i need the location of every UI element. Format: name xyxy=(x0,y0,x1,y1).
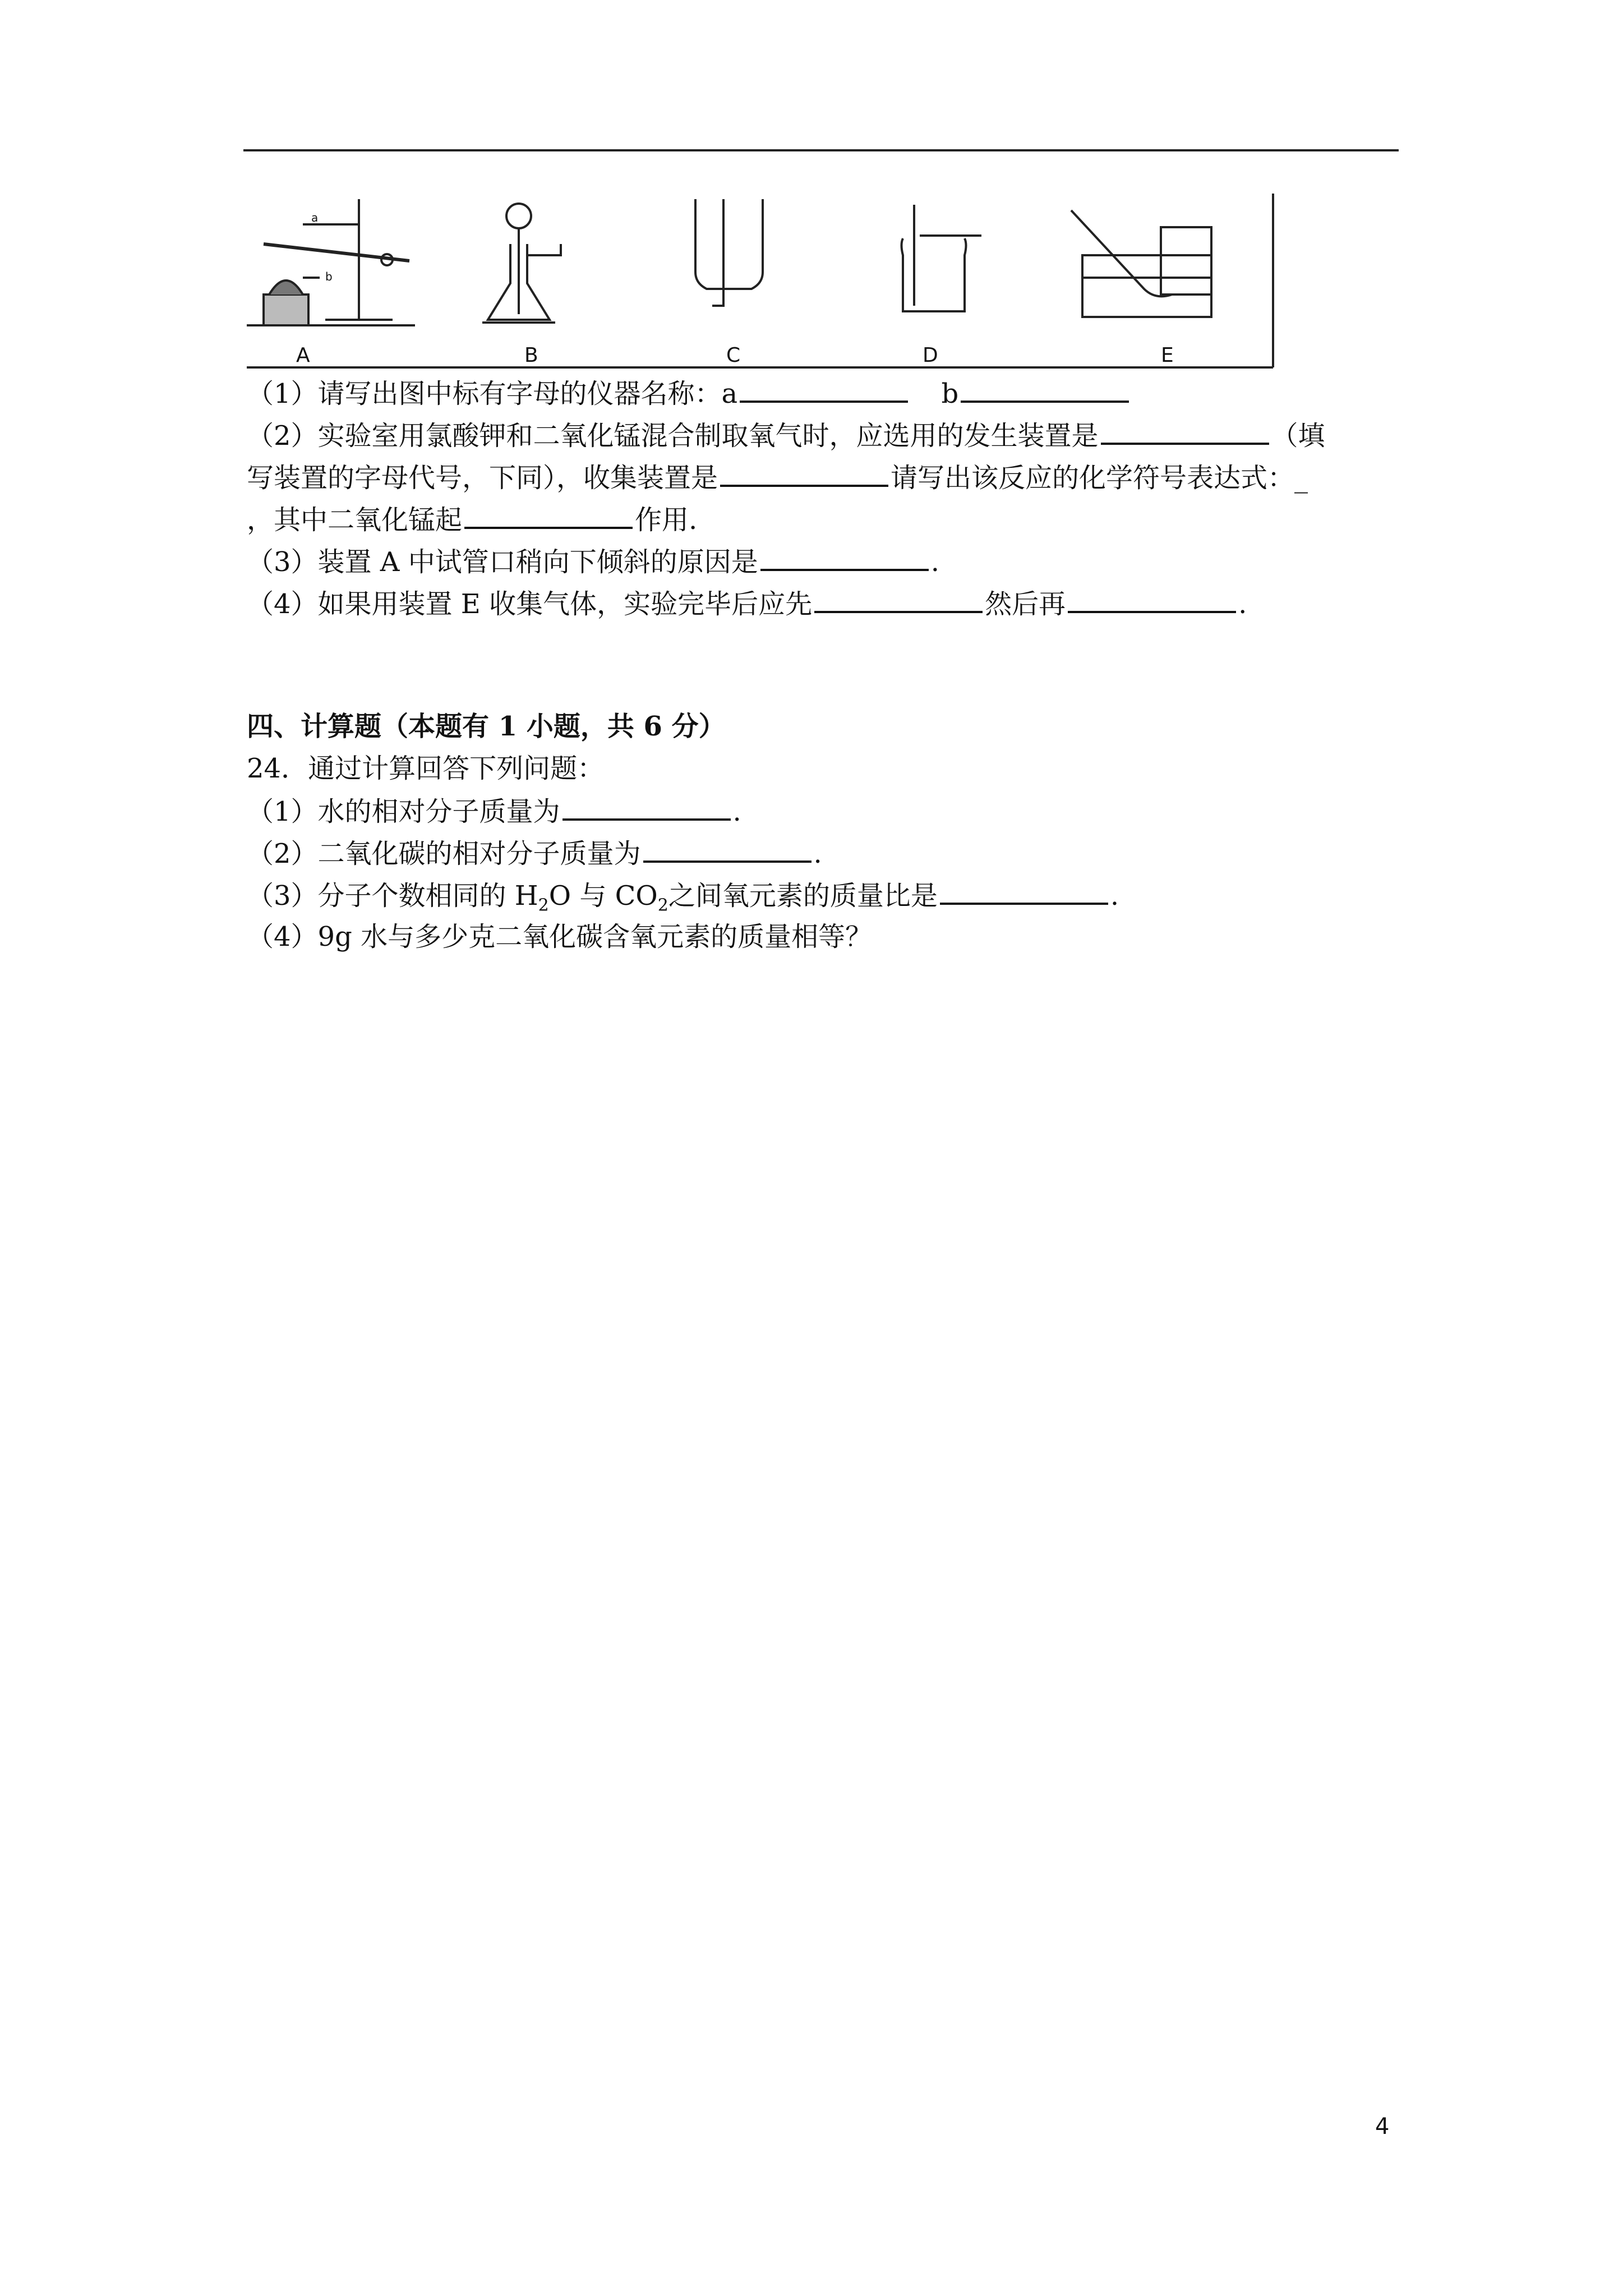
answer-blank[interactable] xyxy=(1101,418,1269,445)
figure-label-e: E xyxy=(1161,344,1174,367)
q23-part2-after: （填 xyxy=(1271,420,1325,452)
q24-part3-pre: （3）分子个数相同的 H xyxy=(247,880,538,912)
q23-part4-mid: 然后再 xyxy=(985,588,1066,620)
figure-label-c: C xyxy=(726,344,741,367)
instrument-mark-a: a xyxy=(311,211,319,224)
answer-blank[interactable] xyxy=(464,502,633,529)
q23-part4 xyxy=(247,586,1247,621)
page-number: 4 xyxy=(1375,2114,1390,2139)
answer-blank[interactable] xyxy=(643,836,811,863)
q23-part2-cont xyxy=(247,460,1308,495)
q24-part4: （4）9g 水与多少克二氧化碳含氧元素的质量相等？ xyxy=(247,921,873,953)
answer-blank[interactable] xyxy=(1068,586,1236,613)
apparatus-figure xyxy=(247,194,1284,373)
q23-part4-after: . xyxy=(1238,588,1247,620)
q23-part2-cont2-after: 作用. xyxy=(635,504,698,536)
q23-part3 xyxy=(247,544,939,579)
answer-blank[interactable] xyxy=(740,376,908,403)
subscript: 2 xyxy=(538,895,549,915)
q23-part2-cont2 xyxy=(247,502,697,537)
apparatus-b xyxy=(482,204,561,323)
apparatus-diagram xyxy=(247,194,1284,373)
apparatus-a xyxy=(247,199,415,325)
subscript: 2 xyxy=(657,895,668,915)
q23-part2-cont2-text: ，其中二氧化锰起 xyxy=(247,504,463,536)
figure-label-d: D xyxy=(923,344,938,367)
q24-part3-post: 之间氧元素的质量比是 xyxy=(668,880,938,912)
answer-blank[interactable] xyxy=(814,586,983,613)
q24-part3-after: . xyxy=(1110,880,1119,912)
q23-part3-after: . xyxy=(930,546,939,578)
q23-part3-text: （3）装置 A 中试管口稍向下倾斜的原因是 xyxy=(247,546,758,578)
q24-part2-after: . xyxy=(813,838,822,869)
figure-label-a: A xyxy=(296,344,310,367)
q24-part1 xyxy=(247,794,741,829)
q24-part3-mid: O 与 CO xyxy=(548,880,658,912)
answer-blank[interactable] xyxy=(961,376,1129,403)
q23-part2-text: （2）实验室用氯酸钾和二氧化锰混合制取氧气时，应选用的发生装置是 xyxy=(247,420,1099,452)
q23-part2-cont-after: 请写出该反应的化学符号表达式：_ xyxy=(891,462,1308,494)
q24-part1-after: . xyxy=(732,796,741,827)
q23-part1-text: （1）请写出图中标有字母的仪器名称：a xyxy=(247,378,738,409)
q24-part3 xyxy=(247,878,1119,923)
q23-part1 xyxy=(247,376,1131,411)
apparatus-e xyxy=(1071,210,1211,317)
apparatus-c xyxy=(695,199,763,306)
instrument-mark-b: b xyxy=(325,270,333,283)
q23-part2-cont-text: 写装置的字母代号，下同），收集装置是 xyxy=(247,462,718,494)
q23-part2 xyxy=(247,418,1325,453)
answer-blank[interactable] xyxy=(940,878,1108,905)
answer-blank[interactable] xyxy=(720,460,888,487)
figure-label-b: B xyxy=(524,344,538,367)
q24-part1-text: （1）水的相对分子质量为 xyxy=(247,796,560,827)
q23-part1-b-label: b xyxy=(941,378,959,409)
answer-blank[interactable] xyxy=(760,544,929,571)
q24-part2 xyxy=(247,836,822,871)
apparatus-d xyxy=(902,205,982,311)
section4-heading: 四、计算题（本题有 1 小题，共 6 分） xyxy=(247,711,726,742)
answer-blank[interactable] xyxy=(562,794,731,821)
q24-stem: 24．通过计算回答下列问题： xyxy=(247,753,605,784)
q23-part4-text: （4）如果用装置 E 收集气体，实验完毕后应先 xyxy=(247,588,813,620)
header-rule xyxy=(243,149,1399,151)
q24-part2-text: （2）二氧化碳的相对分子质量为 xyxy=(247,838,641,869)
